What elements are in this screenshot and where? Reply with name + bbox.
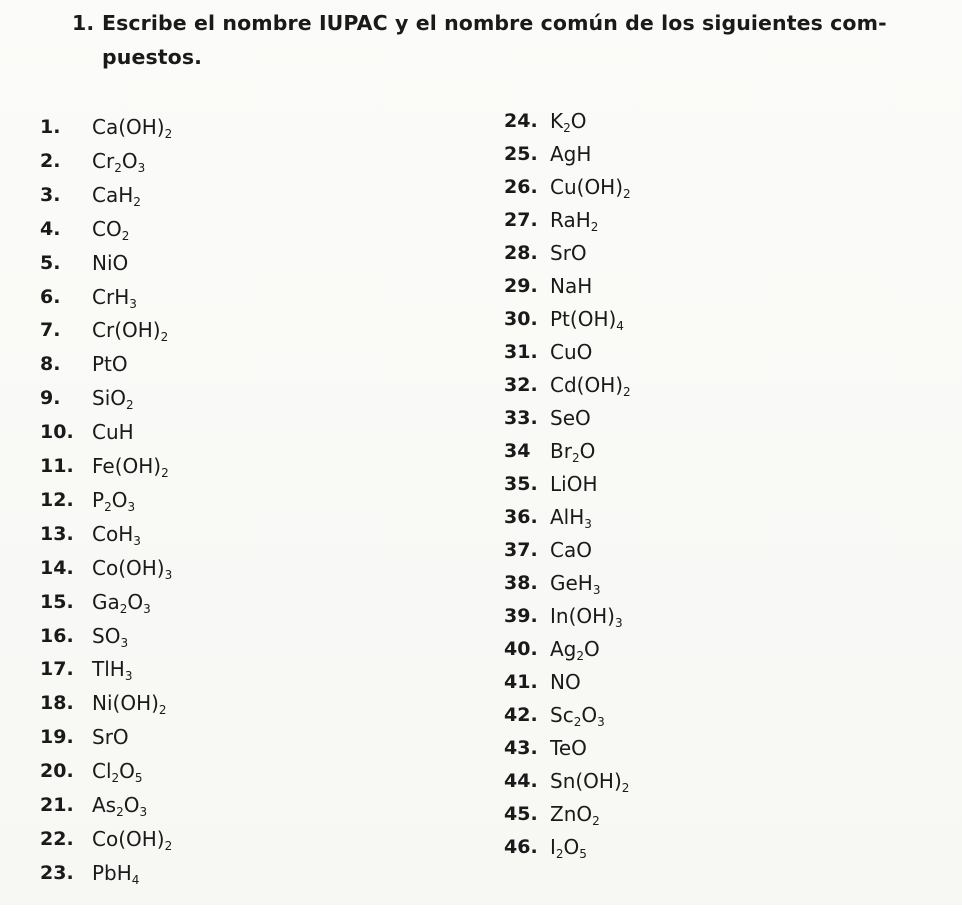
chemical-formula: NaH <box>550 274 593 298</box>
item-number: 16. <box>40 624 74 647</box>
chemical-formula: LiOH <box>550 472 598 496</box>
item-number: 45. <box>504 803 538 825</box>
item-number: 4. <box>40 217 61 240</box>
chemical-formula: $Cl_2O_5$ <box>92 759 143 786</box>
chemical-formula: CaH$_2$ <box>92 182 141 209</box>
item-number: 20. <box>40 760 74 783</box>
answer-blank-line[interactable] <box>186 345 434 375</box>
chemical-formula: CoH$_3$ <box>92 521 141 548</box>
item-number: 5. <box>40 251 61 274</box>
answer-blank-line[interactable] <box>668 197 920 227</box>
item-number: 33. <box>504 407 538 429</box>
answer-blank-line[interactable] <box>186 311 434 341</box>
chemical-formula: $Co(OH)_2$ <box>92 826 173 853</box>
chemical-formula: $Br_2O$ <box>550 439 596 465</box>
chemical-formula: NO <box>550 670 581 694</box>
chemical-formula: $Pt(OH)_4$ <box>550 307 624 333</box>
answer-blank-line[interactable] <box>186 516 434 546</box>
chemical-formula: $Ga_2O_3$ <box>92 589 151 616</box>
chemical-formula: ZnO$_2$ <box>550 802 600 828</box>
answer-blank-line[interactable] <box>186 619 434 649</box>
item-number: 17. <box>40 658 74 681</box>
item-number: 6. <box>40 285 61 308</box>
item-number: 23. <box>40 861 74 884</box>
item-number: 41. <box>504 671 538 693</box>
answer-blank-line[interactable] <box>668 465 920 495</box>
chemical-formula: $P_2O_3$ <box>92 487 136 514</box>
answer-blank-line[interactable] <box>186 174 434 204</box>
item-number: 2. <box>40 149 61 172</box>
item-number: 39. <box>504 605 538 627</box>
chemical-formula: $As_2O_3$ <box>92 793 148 819</box>
chemical-formula: AlH$_3$ <box>550 505 592 531</box>
item-number: 7. <box>40 319 61 342</box>
chemical-formula: CaO <box>550 538 592 562</box>
chemical-formula: $Ag_2O$ <box>550 637 600 663</box>
chemical-formula: TlH$_3$ <box>92 657 133 684</box>
item-number: 32. <box>504 374 538 396</box>
instruction-line-2: puestos. <box>102 45 203 69</box>
answer-blank-line[interactable] <box>668 499 920 529</box>
answer-blank-line[interactable] <box>668 532 920 562</box>
item-number: 1. <box>40 116 61 138</box>
answer-blank-line[interactable] <box>186 379 434 409</box>
chemical-formula: CuO <box>550 340 593 364</box>
item-number: 35. <box>504 473 538 495</box>
item-number: 21. <box>40 794 74 816</box>
item-number: 18. <box>40 692 74 715</box>
answer-blank-line[interactable] <box>186 858 434 888</box>
item-number: 9. <box>40 387 61 410</box>
chemical-formula: $Fe(OH)_2$ <box>92 454 169 480</box>
answer-blank-line[interactable] <box>668 130 920 160</box>
answer-blank-line[interactable] <box>668 432 920 462</box>
chemical-formula: NiO <box>92 250 129 275</box>
answer-blank-line[interactable] <box>668 867 920 897</box>
answer-blank-line[interactable] <box>668 264 920 294</box>
chemical-formula: TeO <box>550 736 587 760</box>
item-number: 34 <box>504 440 531 462</box>
answer-blank-line[interactable] <box>186 653 434 683</box>
item-number: 40. <box>504 638 538 660</box>
item-number: 22. <box>40 827 74 850</box>
answer-blank-line[interactable] <box>668 164 920 194</box>
answer-blank-line[interactable] <box>668 365 920 395</box>
item-number: 25. <box>504 143 538 165</box>
chemical-formula: $Cr_2O_3$ <box>92 148 146 175</box>
item-number: 36. <box>504 506 538 528</box>
answer-blank-line[interactable] <box>186 892 434 922</box>
answer-blank-line[interactable] <box>668 633 920 663</box>
item-number: 15. <box>40 590 74 613</box>
chemical-formula: $In(OH)_3$ <box>550 604 623 630</box>
item-number: 27. <box>504 209 538 231</box>
instruction-number: 1. <box>72 11 95 35</box>
item-number: 29. <box>504 275 538 297</box>
answer-blank-line[interactable] <box>668 298 920 328</box>
item-number: 11. <box>40 455 74 477</box>
answer-blank-line[interactable] <box>186 824 434 854</box>
item-number: 10. <box>40 421 74 444</box>
answer-blank-line[interactable] <box>668 800 920 830</box>
item-number: 30. <box>504 308 538 330</box>
answer-blank-line[interactable] <box>186 585 434 615</box>
answer-blank-line[interactable] <box>668 599 920 629</box>
chemical-formula: $Cd(OH)_2$ <box>550 373 631 399</box>
item-number: 38. <box>504 572 538 594</box>
chemical-formula: SrO <box>92 725 129 750</box>
item-number: 24. <box>504 110 538 132</box>
answer-blank-line[interactable] <box>186 140 434 170</box>
answer-blank-line[interactable] <box>668 331 920 361</box>
chemical-formula: SiO$_2$ <box>92 386 134 413</box>
answer-blank-line[interactable] <box>668 767 920 797</box>
item-number: 26. <box>504 176 538 198</box>
chemical-formula: $Cu(OH)_2$ <box>550 175 631 201</box>
chemical-formula: $Cr(OH)_2$ <box>92 318 169 345</box>
chemical-formula: $SO_3$ <box>92 623 129 650</box>
item-number: 46. <box>504 836 538 858</box>
answer-blank-line[interactable] <box>186 482 434 512</box>
chemical-formula: $Sc_2O_3$ <box>550 703 605 729</box>
answer-blank-line[interactable] <box>668 666 920 696</box>
answer-blank-line[interactable] <box>186 550 434 580</box>
chemical-formula: SrO <box>550 241 587 265</box>
item-number: 13. <box>40 522 74 545</box>
chemical-formula: $Sn(OH)_2$ <box>550 769 630 795</box>
item-number: 43. <box>504 737 538 759</box>
item-number: 14. <box>40 556 74 579</box>
answer-blank-line[interactable] <box>186 448 434 478</box>
answer-blank-line[interactable] <box>668 398 920 428</box>
answer-blank-line[interactable] <box>186 687 434 717</box>
chemical-formula: CrH$_3$ <box>92 284 137 311</box>
answer-blank-line[interactable] <box>668 566 920 596</box>
chemical-formula: CuH <box>92 420 134 445</box>
answer-blank-line[interactable] <box>186 790 434 820</box>
item-number: 12. <box>40 488 74 511</box>
item-number: 28. <box>504 242 538 264</box>
answer-blank-line[interactable] <box>186 277 434 307</box>
item-number: 44. <box>504 770 538 792</box>
answer-blank-line[interactable] <box>186 208 434 238</box>
answer-blank-line[interactable] <box>668 700 920 730</box>
item-number: 42. <box>504 704 538 726</box>
item-number: 31. <box>504 341 538 363</box>
chemical-formula: $I_2O_5$ <box>550 835 587 861</box>
chemical-formula: RaH$_2$ <box>550 208 599 234</box>
chemical-formula: PbH$_4$ <box>92 860 140 887</box>
answer-blank-line[interactable] <box>668 733 920 763</box>
answer-blank-line[interactable] <box>186 721 434 751</box>
chemical-formula: AgH <box>550 142 592 166</box>
answer-blank-line[interactable] <box>186 756 434 786</box>
answer-blank-line[interactable] <box>186 243 434 273</box>
answer-blank-line[interactable] <box>668 834 920 864</box>
chemical-formula: $Ni(OH)_2$ <box>92 691 167 718</box>
item-number: 8. <box>40 353 61 376</box>
instruction-line-1: Escribe el nombre IUPAC y el nombre común de los siguientes com- <box>102 11 887 35</box>
chemical-formula: PtO <box>92 352 128 377</box>
instruction-text <box>72 6 932 74</box>
chemical-formula: $K_2O$ <box>550 109 587 135</box>
item-number: 19. <box>40 726 74 749</box>
chemical-formula: SeO <box>550 406 591 430</box>
chemical-formula: GeH$_3$ <box>550 571 601 597</box>
item-number: 37. <box>504 539 538 561</box>
item-number: 3. <box>40 183 61 206</box>
answer-blank-line[interactable] <box>668 231 920 261</box>
chemical-formula: $Co(OH)_3$ <box>92 555 173 582</box>
answer-blank-line[interactable] <box>186 414 434 444</box>
chemical-formula: $Ca(OH)_2$ <box>92 115 173 141</box>
chemical-formula: $CO_2$ <box>92 216 130 243</box>
